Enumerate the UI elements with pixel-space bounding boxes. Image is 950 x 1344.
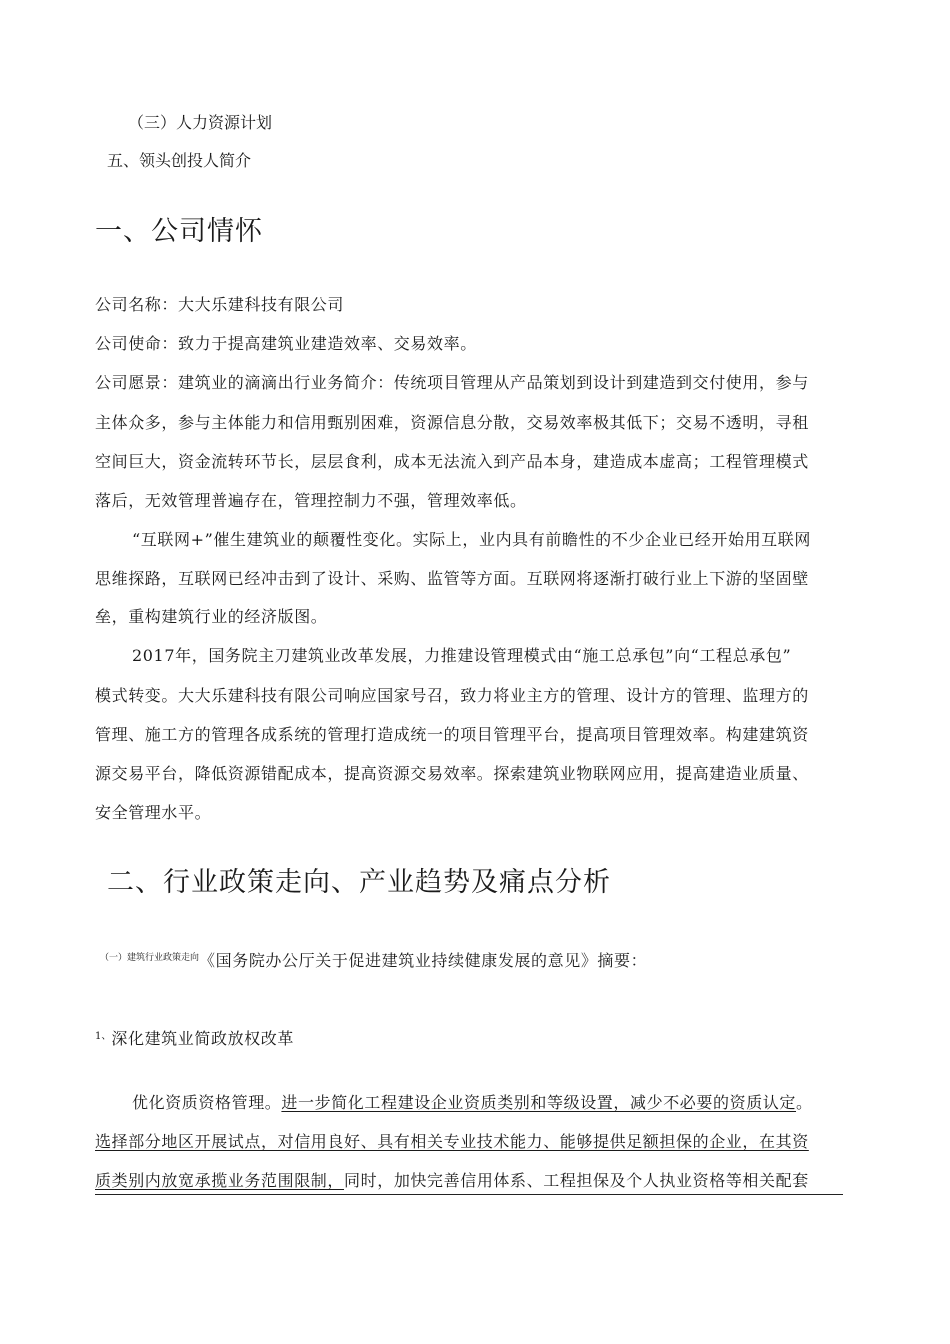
vision-line-2: 主体众多，参与主体能力和信用甄别困难，资源信息分散，交易效率极其低下；交易不透明，寻租 <box>95 413 809 432</box>
policy-sub-label: （一）建筑行业政策走向 <box>100 953 200 963</box>
internet-paragraph-line-1: “互联网+”催生建筑业的颠覆性变化。实际上，业内具有前瞻性的不少企业已经开始用互联网 <box>132 530 811 549</box>
internet-paragraph-line-2: 思维探路，互联网已经冲击到了设计、采购、监管等方面。互联网将逐渐打破行业上下游的坚固壁 <box>95 569 809 588</box>
qualification-lead: 优化资质资格管理。 <box>132 1093 282 1112</box>
reform-paragraph-line-1: 2017年，国务院主刀建筑业改革发展，力推建设管理模式由“施工总承包”向“工程总承包” <box>132 646 792 665</box>
reform-paragraph-line-5: 安全管理水平。 <box>95 803 212 822</box>
policy-subheading <box>100 950 647 972</box>
qualification-paragraph-line-3 <box>95 1170 855 1192</box>
reform-paragraph-line-4: 源交易平台，降低资源错配成本，提高资源交易效率。探索建筑业物联网应用，提高建造业质量、 <box>95 764 809 783</box>
reform-paragraph-line-3: 管理、施工方的管理各成系统的管理打造成统一的项目管理平台，提高项目管理效率。构建建筑资 <box>95 725 809 744</box>
qualification-paragraph-line-1 <box>132 1092 855 1114</box>
policy-item-1 <box>95 1026 294 1050</box>
policy-sub-title: 《国务院办公厅关于促进建筑业持续健康发展的意见》摘要： <box>199 951 648 970</box>
qualification-underlined-3: 质类别内放宽承揽业务范围限制， <box>95 1171 345 1190</box>
policy-item-1-title: 深化建筑业简政放权改革 <box>111 1029 294 1048</box>
toc-item-founder-intro[interactable]: 五、领头创投人简介 <box>107 151 252 170</box>
section-heading-company: 一、公司情怀 <box>95 216 263 247</box>
qualification-paragraph-line-2 <box>95 1131 855 1153</box>
company-name-line: 公司名称：大大乐建科技有限公司 <box>95 295 345 314</box>
company-mission-line: 公司使命：致力于提高建筑业建造效率、交易效率。 <box>95 334 477 353</box>
page-bottom-rule <box>95 1194 843 1195</box>
reform-paragraph-line-2: 模式转变。大大乐建科技有限公司响应国家号召，致力将业主方的管理、设计方的管理、监理方的 <box>95 686 809 705</box>
vision-line-3: 空间巨大，资金流转环节长，层层食利，成本无法流入到产品本身，建造成本虚高；工程管理模式 <box>95 452 809 471</box>
section-heading-industry: 二、行业政策走向、产业趋势及痛点分析 <box>107 867 611 898</box>
vision-line-1: 公司愿景：建筑业的滴滴出行业务简介：传统项目管理从产品策划到设计到建造到交付使用，参与 <box>95 373 809 392</box>
toc-item-human-resources[interactable]: （三）人力资源计划 <box>128 113 273 132</box>
policy-item-1-number: 1、 <box>95 1031 112 1042</box>
internet-paragraph-line-3: 垒，重构建筑行业的经济版图。 <box>95 607 328 626</box>
vision-line-4: 落后，无效管理普遍存在，管理控制力不强，管理效率低。 <box>95 491 527 510</box>
qualification-period: 。 <box>796 1093 813 1112</box>
qualification-underlined-1: 进一步简化工程建设企业资质类别和等级设置，减少不必要的资质认定 <box>281 1093 797 1112</box>
qualification-tail: 同时，加快完善信用体系、工程担保及个人执业资格等相关配套 <box>344 1171 809 1190</box>
qualification-underlined-2: 选择部分地区开展试点，对信用良好、具有相关专业技术能力、能够提供足额担保的企业，在其资 <box>95 1132 809 1151</box>
